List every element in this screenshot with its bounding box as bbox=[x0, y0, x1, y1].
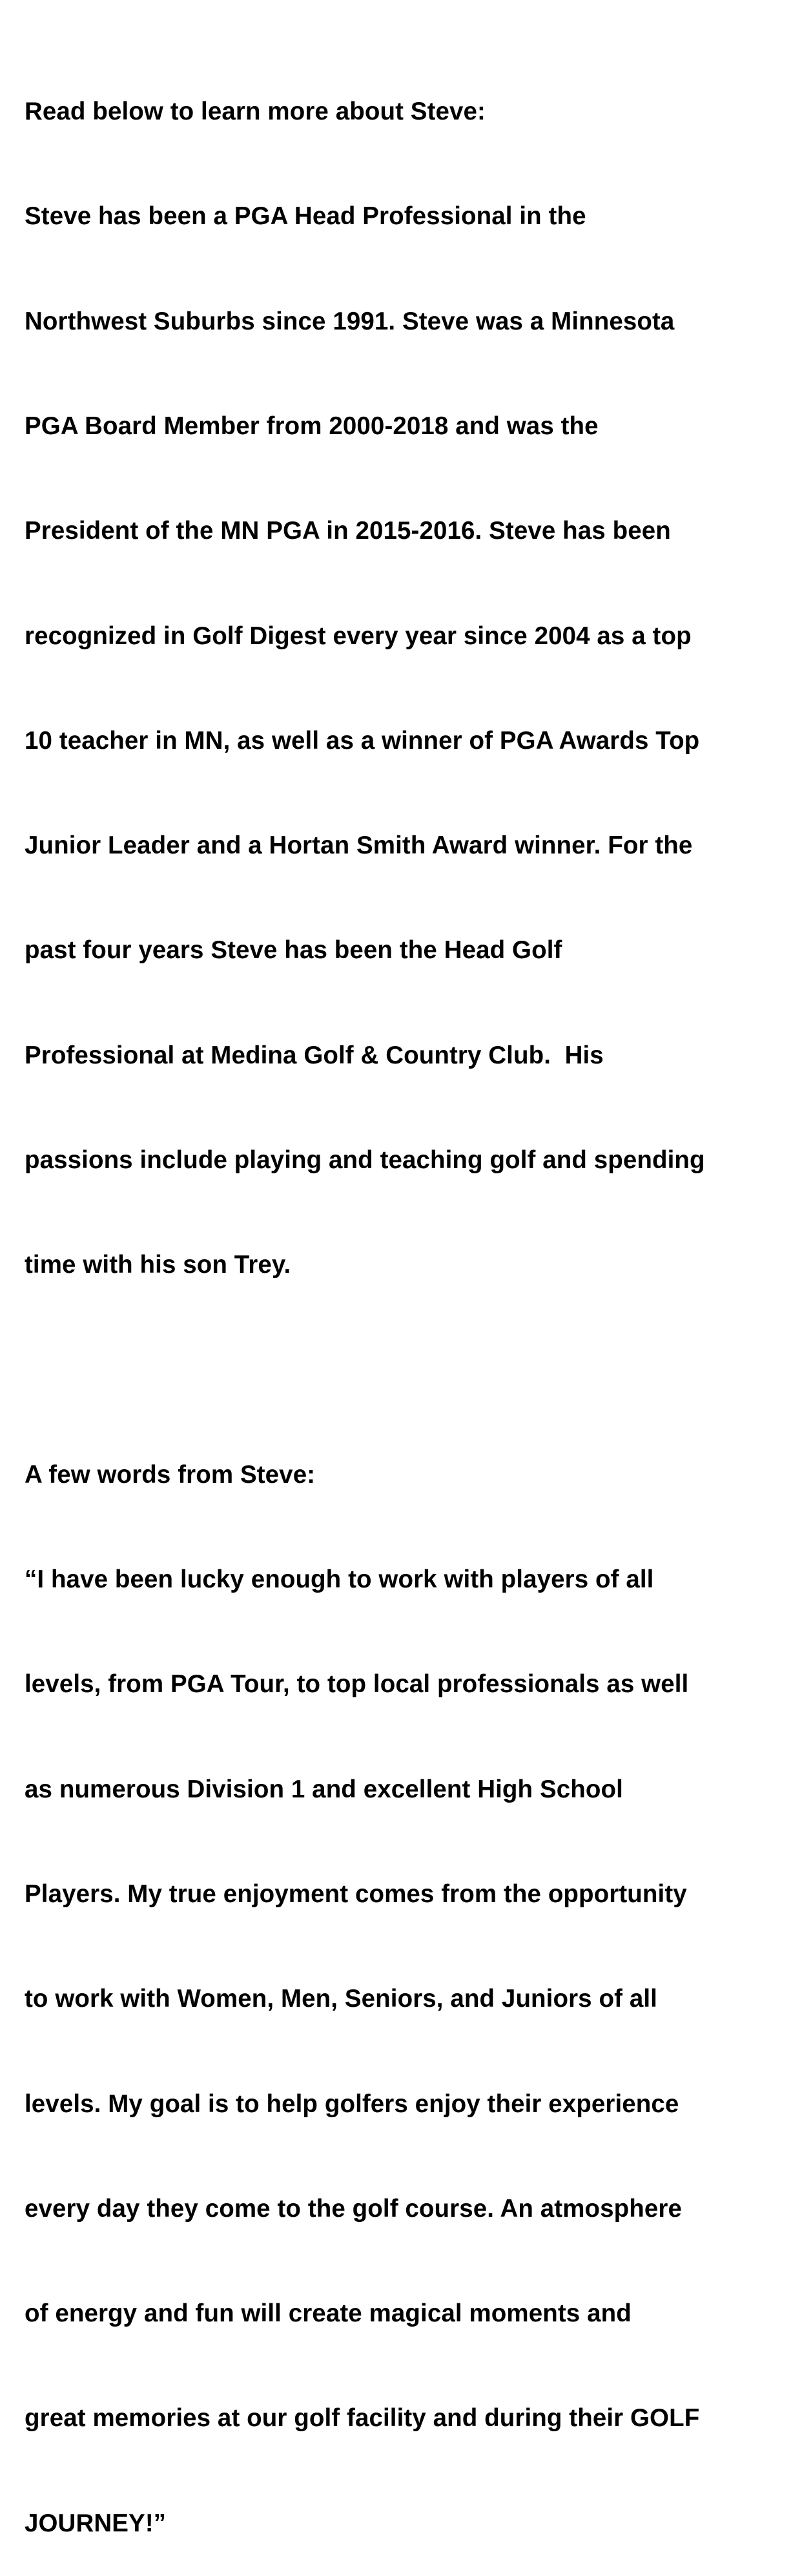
quote-line: Players. My true enjoyment comes from the opportunity bbox=[25, 1880, 687, 1908]
bio-line: 10 teacher in MN, as well as a winner of PGA Awards Top bbox=[25, 726, 700, 755]
note-text-block bbox=[25, 25, 787, 2576]
quote-line: great memories at our golf facility and during their GOLF bbox=[25, 2404, 700, 2433]
bio-line: President of the MN PGA in 2015-2016. Steve has been bbox=[25, 517, 671, 545]
quote-line: JOURNEY!” bbox=[25, 2509, 167, 2537]
quote-line: as numerous Division 1 and excellent High School bbox=[25, 1775, 623, 1803]
quote-heading: A few words from Steve: bbox=[25, 1460, 316, 1489]
paragraph-spacer bbox=[25, 1353, 787, 1388]
bio-line: Steve has been a PGA Head Professional in the bbox=[25, 202, 586, 231]
bio-heading: Read below to learn more about Steve: bbox=[25, 98, 486, 126]
bio-line: Professional at Medina Golf & Country Club. His bbox=[25, 1041, 604, 1069]
bio-line: time with his son Trey. bbox=[25, 1251, 291, 1279]
quote-line: to work with Women, Men, Seniors, and Juniors of all bbox=[25, 1985, 657, 2013]
bio-line: Northwest Suburbs since 1991. Steve was a Minnesota bbox=[25, 307, 675, 335]
quote-line: “I have been lucky enough to work with players of all bbox=[25, 1565, 654, 1594]
quote-line: every day they come to the golf course. An atmosphere bbox=[25, 2194, 682, 2223]
bio-line: recognized in Golf Digest every year since 2004 as a top bbox=[25, 622, 692, 650]
bio-line: passions include playing and teaching golf and spending bbox=[25, 1146, 705, 1174]
quote-line: of energy and fun will create magical moments and bbox=[25, 2299, 632, 2328]
quote-line: levels, from PGA Tour, to top local professionals as well bbox=[25, 1670, 689, 1699]
quote-line: levels. My goal is to help golfers enjoy their experience bbox=[25, 2089, 679, 2118]
bio-line: PGA Board Member from 2000-2018 and was the bbox=[25, 412, 599, 441]
bio-line: Junior Leader and a Hortan Smith Award winner. For the bbox=[25, 832, 693, 860]
bio-line: past four years Steve has been the Head Golf bbox=[25, 936, 562, 965]
